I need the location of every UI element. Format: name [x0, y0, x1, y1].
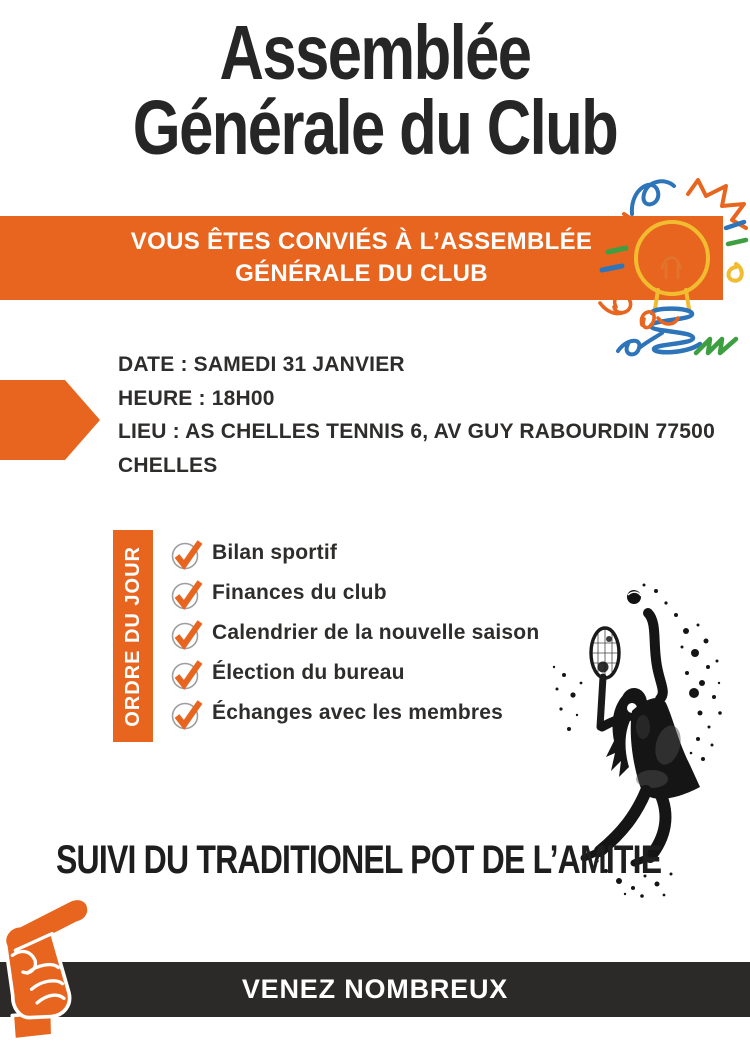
invitation-banner-line1: VOUS ÊTES CONVIÉS À L’ASSEMBLÉE	[130, 228, 593, 255]
list-item-label: Bilan sportif	[212, 541, 338, 564]
page-title-line2: Générale du Club	[132, 85, 618, 171]
invitation-banner-line2: GÉNÉRALE DU CLUB	[235, 260, 488, 287]
detail-lieu-line1: LIEU : AS CHELLES TENNIS 6, AV GUY RABOURDIN 77500	[118, 420, 715, 443]
footer-label: VENEZ NOMBREUX	[241, 974, 509, 1004]
check-circle-icon	[170, 615, 204, 651]
check-circle-icon	[170, 575, 204, 611]
page-title	[75, 10, 675, 171]
list-item	[170, 573, 539, 613]
list-item	[170, 533, 539, 573]
agenda-tab	[113, 530, 153, 742]
tagline: SUIVI DU TRADITIONEL POT DE L’AMITIE	[56, 838, 662, 882]
list-item-label: Élection du bureau	[212, 661, 405, 684]
list-item	[170, 613, 539, 653]
detail-lieu-line2: CHELLES	[118, 453, 218, 477]
list-item-label: Finances du club	[212, 581, 387, 604]
list-item	[170, 653, 539, 693]
check-circle-icon	[170, 695, 204, 731]
detail-heure: HEURE : 18H00	[118, 386, 275, 410]
detail-date: DATE : SAMEDI 31 JANVIER	[118, 353, 405, 376]
check-circle-icon	[170, 655, 204, 691]
pointing-hand-icon	[0, 894, 120, 1040]
list-item-label: Échanges avec les membres	[212, 701, 504, 724]
page-title-line1: Assemblée	[219, 10, 531, 96]
list-item	[170, 693, 539, 733]
lightbulb-doodle-icon	[596, 166, 750, 368]
list-item-label: Calendrier de la nouvelle saison	[212, 621, 540, 644]
arrow-pennant-shape	[0, 380, 100, 460]
agenda-tab-label: ORDRE DU JOUR	[121, 545, 144, 727]
check-circle-icon	[170, 535, 204, 571]
agenda-checklist	[170, 533, 539, 733]
event-details	[118, 348, 718, 482]
